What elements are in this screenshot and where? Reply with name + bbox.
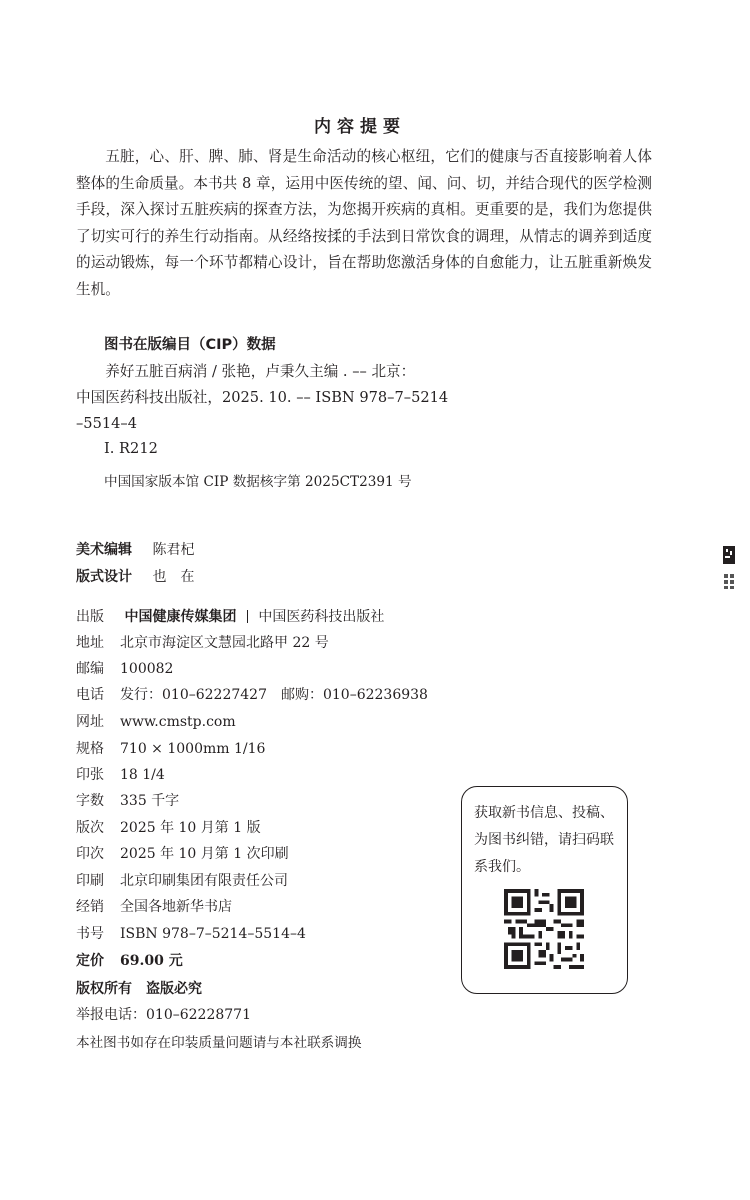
qr-code-icon[interactable]	[504, 889, 584, 969]
qr-caption: 获取新书信息、投稿、为图书纠错，请扫码联系我们。	[474, 805, 614, 875]
info-row-address	[76, 632, 329, 654]
info-label: 版次	[76, 820, 104, 836]
info-label: 地址	[76, 635, 104, 651]
cip-classification: Ⅰ. R212	[104, 440, 158, 457]
info-label: 规格	[76, 741, 104, 757]
info-value: 北京印刷集团有限责任公司	[120, 873, 288, 889]
info-value: 全国各地新华书店	[120, 899, 232, 915]
side-stamp-icon	[721, 546, 739, 596]
info-value: 100082	[120, 661, 174, 677]
info-value: www.cmstp.com	[120, 714, 236, 730]
info-value: 发行：010–62227427 邮购：010–62236938	[120, 687, 428, 703]
info-row-website	[76, 711, 236, 733]
info-row-printer	[76, 870, 288, 892]
info-row-distributor	[76, 896, 232, 918]
info-row-edition	[76, 817, 261, 839]
summary-paragraph: 五脏，心、肝、脾、肺、肾是生命活动的核心枢纽，它们的健康与否直接影响着人体整体的生命质量。本书共 8 章，运用中医传统的望、闻、问、切，并结合现代的医学检测手段，深入探讨五脏疾病的探查方法，为您揭开疾病的真相。更重要的是，我们为您提供了切实可行的养生行动指南。从经络按揉的手法到日常饮食的调理，从情志的调养到适度的运动锻炼，每一个环节都精心设计，旨在帮助您激活身体的自愈能力，让五脏重新焕发生机。	[76, 148, 652, 298]
cip-line-1: 养好五脏百病消 / 张艳，卢秉久主编 . –– 北京：	[105, 363, 416, 380]
info-row-sheets	[76, 764, 165, 786]
publisher-group: 中国健康传媒集团	[124, 609, 237, 625]
info-label: 字数	[76, 793, 104, 809]
info-row-postcode	[76, 658, 173, 680]
cip-line-2: 中国医药科技出版社，2025. 10. –– ISBN 978–7–5214	[76, 389, 449, 406]
info-value: ISBN 978–7–5214–5514–4	[120, 926, 306, 942]
publisher-press: 中国医药科技出版社	[258, 609, 385, 625]
cip-body	[76, 359, 456, 437]
credit-layout-design	[76, 566, 194, 588]
cip-line-3: –5514–4	[76, 415, 138, 432]
summary-text-block	[76, 144, 652, 303]
info-row-printing	[76, 843, 289, 865]
info-label: 定价	[76, 953, 104, 969]
report-phone: 举报电话：010–62228771	[76, 1007, 251, 1023]
info-row-isbn	[76, 923, 306, 945]
info-publisher	[76, 606, 384, 628]
publisher-divider	[247, 610, 248, 623]
info-label: 印次	[76, 846, 104, 862]
info-label: 书号	[76, 926, 104, 942]
info-row-format	[76, 738, 265, 760]
info-label: 电话	[76, 687, 104, 703]
info-row-wordcount	[76, 790, 179, 812]
credit-label: 版式设计	[76, 569, 132, 585]
info-label: 出版	[76, 609, 104, 625]
credit-value: 陈君杞	[152, 542, 195, 558]
info-label: 网址	[76, 714, 104, 730]
info-label: 印刷	[76, 873, 104, 889]
info-row-phone	[76, 684, 428, 706]
info-value: 北京市海淀区文慧园北路甲 22 号	[120, 635, 329, 651]
info-label: 邮编	[76, 661, 104, 677]
summary-title: 内容提要	[314, 117, 406, 137]
credit-label: 美术编辑	[76, 542, 132, 558]
credit-value: 也 在	[152, 569, 195, 585]
credit-art-editor	[76, 539, 194, 561]
info-row-price	[76, 950, 183, 972]
info-value: 710 × 1000mm 1/16	[120, 741, 266, 757]
info-value: 335 千字	[120, 793, 180, 809]
copyright-notice: 版权所有 盗版必究	[76, 981, 202, 997]
quality-notice: 本社图书如存在印装质量问题请与本社联系调换	[76, 1035, 362, 1051]
cip-heading: 图书在版编目（CIP）数据	[104, 337, 276, 353]
info-value: 2025 年 10 月第 1 版	[120, 820, 261, 836]
info-label: 经销	[76, 899, 104, 915]
info-label: 印张	[76, 767, 104, 783]
info-value: 18 1/4	[120, 767, 165, 783]
cip-approval: 中国国家版本馆 CIP 数据核字第 2025CT2391 号	[104, 474, 412, 490]
info-value: 69.00 元	[120, 953, 183, 969]
info-value: 2025 年 10 月第 1 次印刷	[120, 846, 289, 862]
